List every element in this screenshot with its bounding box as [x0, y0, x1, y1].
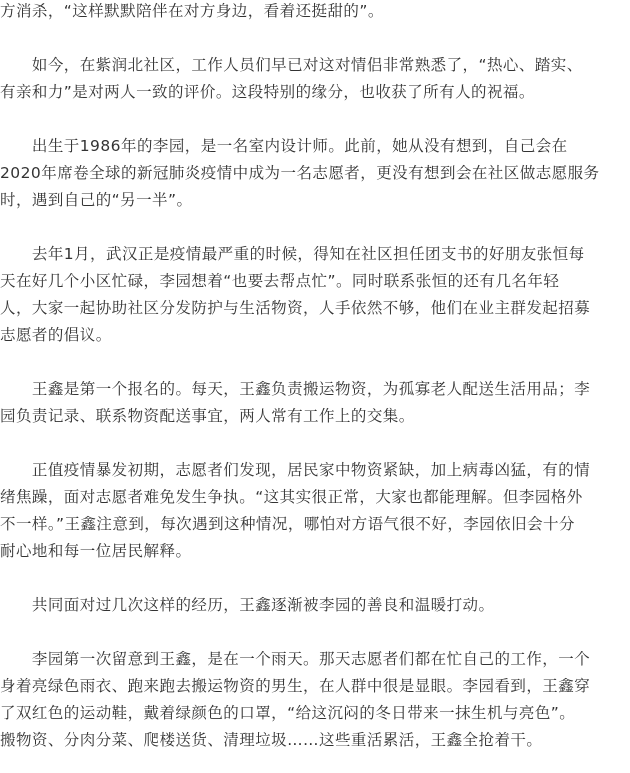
paragraph-5 — [0, 376, 630, 430]
paragraph-line: 方消杀，“这样默默陪伴在对方身边，看着还挺甜的”。 — [0, 2, 384, 20]
paragraph-line: 志愿者的倡议。 — [0, 326, 112, 344]
paragraph-line: 正值疫情暴发初期，志愿者们发现，居民家中物资紧缺，加上病毒凶猛，有的情 — [0, 461, 591, 479]
paragraph-line: 有亲和力”是对两人一致的评价。这段特别的缘分，也收获了所有人的祝福。 — [0, 83, 535, 101]
paragraph-7 — [0, 592, 630, 619]
paragraph-2 — [0, 52, 630, 106]
paragraph-line: 如今，在紫润北社区，工作人员们早已对这对情侣非常熟悉了，“热心、踏实、 — [0, 56, 583, 74]
paragraph-line: 时，遇到自己的“另一半”。 — [0, 191, 193, 209]
paragraph-8 — [0, 646, 630, 754]
paragraph-line: 共同面对过几次这样的经历，王鑫逐渐被李园的善良和温暖打动。 — [0, 596, 495, 614]
paragraph-line: 天在好几个小区忙碌，李园想着“也要去帮点忙”。同时联系张恒的还有几名年轻 — [0, 272, 560, 290]
paragraph-line: 绪焦躁，面对志愿者难免发生争执。“这其实很正常，大家也都能理解。但李园格外 — [0, 488, 583, 506]
paragraph-line: 人，大家一起协助社区分发防护与生活物资，人手依然不够，他们在业主群发起招募 — [0, 299, 591, 317]
paragraph-line: 搬物资、分肉分菜、爬楼送货、清理垃圾……这些重活累活，王鑫全抢着干。 — [0, 731, 543, 749]
paragraph-spacer — [0, 214, 630, 241]
paragraph-line: 园负责记录、联系物资配送事宜，两人常有工作上的交集。 — [0, 407, 415, 425]
paragraph-4 — [0, 241, 630, 349]
paragraph-line: 出生于1986年的李园，是一名室内设计师。此前，她从没有想到，自己会在 — [0, 137, 568, 155]
paragraph-line: 去年1月，武汉正是疫情最严重的时候，得知在社区担任团支书的好朋友张恒每 — [0, 245, 585, 263]
paragraph-3 — [0, 133, 630, 214]
paragraph-line: 王鑫是第一个报名的。每天，王鑫负责搬运物资，为孤寡老人配送生活用品；李 — [0, 380, 591, 398]
paragraph-line: 李园第一次留意到王鑫，是在一个雨天。那天志愿者们都在忙自己的工作，一个 — [0, 650, 591, 668]
paragraph-spacer — [0, 106, 630, 133]
paragraph-spacer — [0, 430, 630, 457]
paragraph-line: 耐心地和每一位居民解释。 — [0, 542, 192, 560]
paragraph-line: 了双红色的运动鞋，戴着绿颜色的口罩，“给这沉闷的冬日带来一抹生机与亮色”。 — [0, 704, 576, 722]
paragraph-6 — [0, 457, 630, 565]
paragraph-spacer — [0, 349, 630, 376]
paragraph-line: 2020年席卷全球的新冠肺炎疫情中成为一名志愿者，更没有想到会在社区做志愿服务 — [0, 164, 600, 182]
paragraph-spacer — [0, 619, 630, 646]
paragraph-spacer — [0, 25, 630, 52]
paragraph-line: 不一样。”王鑫注意到，每次遇到这种情况，哪怕对方语气很不好，李园依旧会十分 — [0, 515, 575, 533]
paragraph-line: 身着亮绿色雨衣、跑来跑去搬运物资的男生，在人群中很是显眼。李园看到，王鑫穿 — [0, 677, 591, 695]
paragraph-spacer — [0, 565, 630, 592]
paragraph-1 — [0, 0, 630, 25]
